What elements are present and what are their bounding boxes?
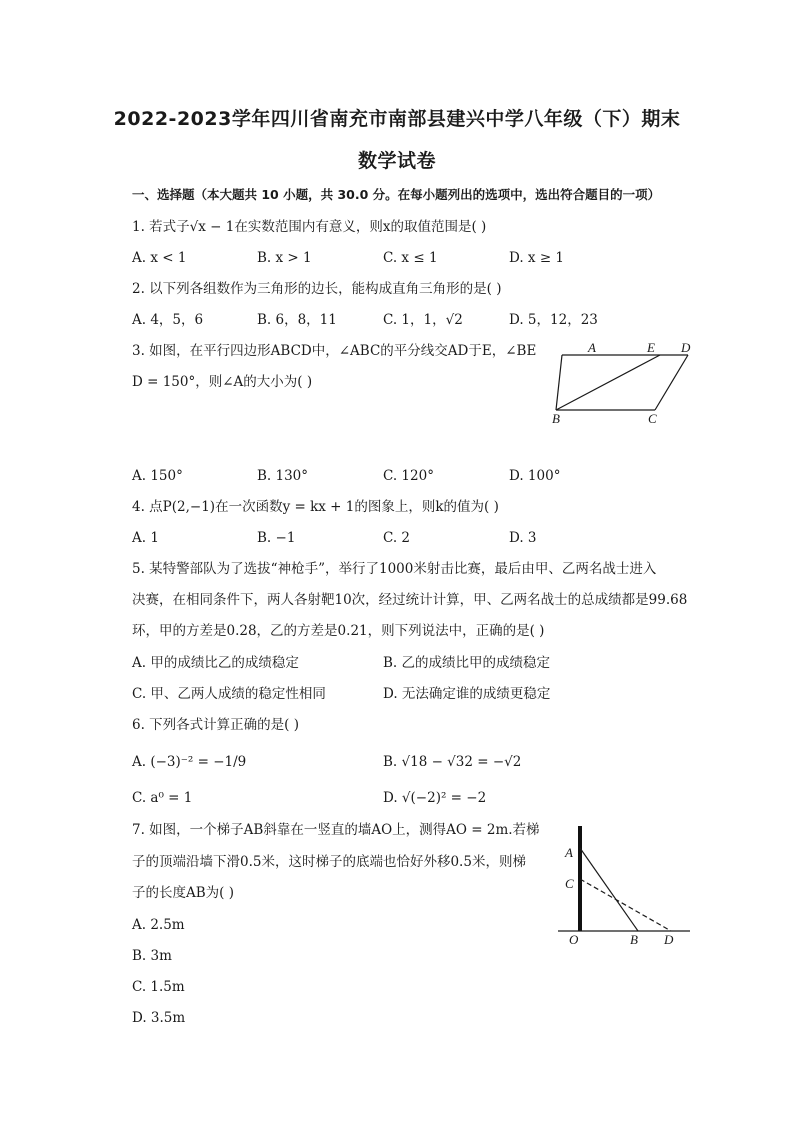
question-5-option-b: B. 乙的成绩比甲的成绩稳定 [383, 655, 551, 671]
question-1-option-a: A. x < 1 [132, 250, 187, 266]
section-header: 一、选择题（本大题共 10 小题，共 30.0 分。在每小题列出的选项中，选出符合题目的一项） [132, 187, 661, 202]
question-5-stem-line1: 5. 某特警部队为了选拔“神枪手”，举行了1000米射击比赛，最后由甲、乙两名战士进入 [132, 561, 657, 577]
question-6-option-b: B. √18 − √32 = −√2 [383, 754, 522, 770]
question-7-stem-line3: 子的长度AB为( ) [132, 885, 234, 901]
question-4-stem: 4. 点P(2,−1)在一次函数y = kx + 1的图象上，则k的值为( ) [132, 499, 499, 515]
question-2-option-d: D. 5，12，23 [509, 312, 598, 328]
question-3-stem-line2: D = 150°，则∠A的大小为( ) [132, 374, 313, 390]
question-3-stem-line1: 3. 如图，在平行四边形ABCD中，∠ABC的平分线交AD于E，∠BE [132, 343, 537, 359]
question-2-option-c: C. 1，1，√2 [383, 312, 463, 328]
label-d: D [681, 340, 691, 355]
question-4-option-a: A. 1 [132, 530, 159, 546]
question-6-stem: 6. 下列各式计算正确的是( ) [132, 717, 299, 733]
label-b: B [552, 411, 560, 426]
question-5-option-c: C. 甲、乙两人成绩的稳定性相同 [132, 686, 326, 702]
exam-title-line1: 2022-2023学年四川省南充市南部县建兴中学八年级（下）期末 [113, 108, 681, 130]
question-7-stem-line2: 子的顶端沿墙下滑0.5米，这时梯子的底端也恰好外移0.5米，则梯 [132, 854, 526, 870]
question-5-stem-line2: 决赛，在相同条件下，两人各射靶10次，经过统计计算，甲、乙两名战士的总成绩都是99.68 [132, 592, 688, 608]
label-b: B [630, 932, 638, 947]
question-1-stem: 1. 若式子√x − 1在实数范围内有意义，则x的取值范围是( ) [132, 219, 487, 235]
question-4-option-c: C. 2 [383, 530, 411, 546]
question-6-option-d: D. √(−2)² = −2 [383, 790, 487, 806]
label-c: C [565, 876, 574, 891]
question-3-option-d: D. 100° [509, 468, 561, 484]
question-3-option-c: C. 120° [383, 468, 434, 484]
question-7-stem-line1: 7. 如图，一个梯子AB斜靠在一竖直的墙AO上，测得AO = 2m.若梯 [132, 822, 540, 838]
exam-title-line2: 数学试卷 [357, 150, 436, 172]
label-c: C [648, 411, 657, 426]
question-5-option-d: D. 无法确定谁的成绩更稳定 [383, 686, 551, 702]
question-2-option-a: A. 4，5，6 [132, 312, 204, 328]
question-4-option-b: B. −1 [257, 530, 296, 546]
question-2-option-b: B. 6，8，11 [257, 312, 337, 328]
label-a: A [588, 340, 596, 355]
label-e: E [647, 340, 655, 355]
parallelogram-figure [548, 338, 708, 434]
question-1-option-c: C. x ≤ 1 [383, 250, 438, 266]
label-a: A [565, 845, 573, 860]
question-5-stem-line3: 环，甲的方差是0.28，乙的方差是0.21，则下列说法中，正确的是( ) [132, 623, 545, 639]
label-o: O [569, 932, 579, 947]
question-1-option-b: B. x > 1 [257, 250, 312, 266]
question-6-option-c: C. a⁰ = 1 [132, 790, 193, 806]
question-3-option-b: B. 130° [257, 468, 309, 484]
question-7-option-b: B. 3m [132, 948, 172, 964]
question-7-option-c: C. 1.5m [132, 979, 185, 995]
question-7-option-a: A. 2.5m [132, 917, 185, 933]
question-6-option-a: A. (−3)⁻² = −1/9 [132, 754, 247, 770]
question-1-option-d: D. x ≥ 1 [509, 250, 565, 266]
question-3-option-a: A. 150° [132, 468, 183, 484]
question-4-option-d: D. 3 [509, 530, 537, 546]
question-7-option-d: D. 3.5m [132, 1010, 186, 1026]
question-5-option-a: A. 甲的成绩比乙的成绩稳定 [132, 655, 299, 671]
question-2-stem: 2. 以下列各组数作为三角形的边长，能构成直角三角形的是( ) [132, 281, 502, 297]
ladder-figure [552, 820, 694, 956]
label-d: D [664, 932, 674, 947]
